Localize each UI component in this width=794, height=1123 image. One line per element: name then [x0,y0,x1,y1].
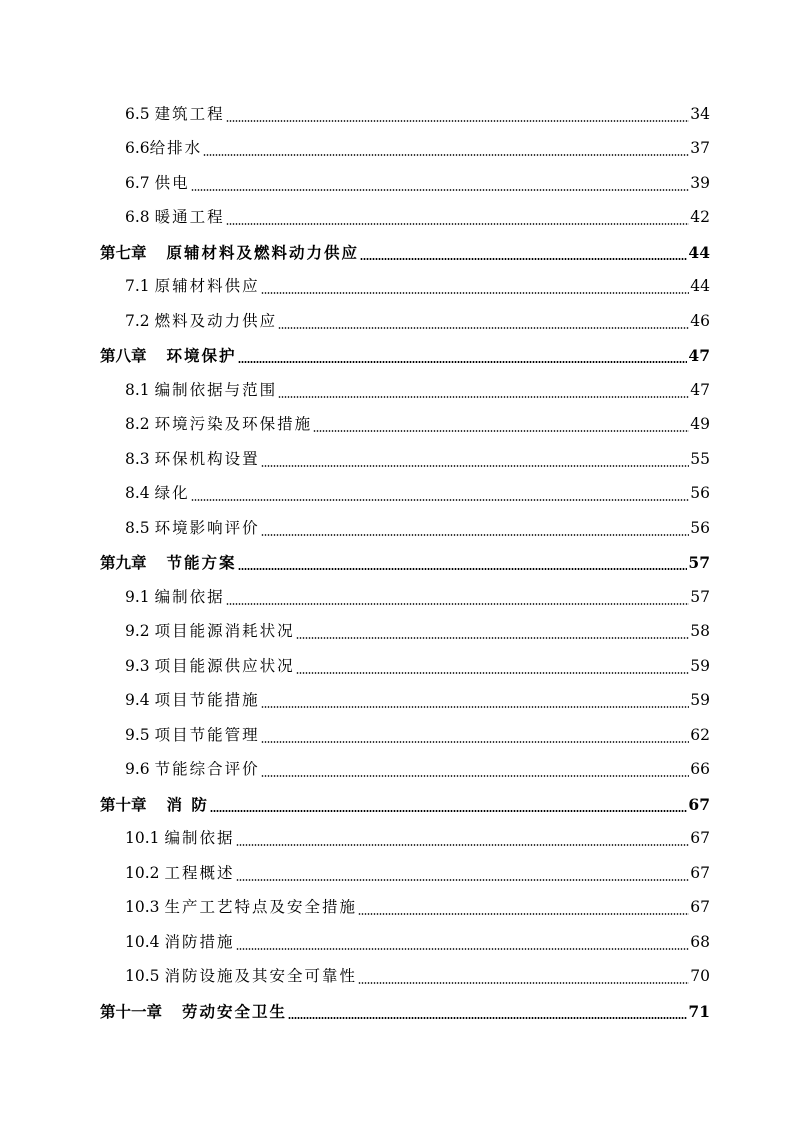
toc-entry-number: 第十章 [100,794,147,814]
toc-dot-leader [261,741,690,743]
toc-chapter-entry[interactable] [0,339,794,374]
toc-chapter-entry[interactable] [0,235,794,270]
toc-page-number: 67 [688,794,710,814]
toc-page-number: 62 [690,725,710,744]
toc-entry-number: 6.6 [125,139,150,157]
toc-dot-leader [226,603,690,605]
toc-page-number: 57 [688,553,710,572]
toc-section-entry[interactable] [0,822,794,857]
toc-entry-title: 环境保护 [166,346,237,365]
toc-entry-number: 9.1 [125,587,150,606]
toc-entry-number: 7.2 [125,311,150,330]
toc-page-number: 67 [690,863,710,882]
toc-section-entry[interactable] [0,132,794,167]
toc-page-number: 67 [690,829,710,847]
toc-entry-number: 9.6 [125,760,150,778]
toc-entry-title: 节能方案 [166,553,237,572]
toc-dot-leader [296,637,690,639]
toc-page-number: 58 [690,622,710,640]
toc-page-number: 42 [690,208,710,226]
toc-section-entry[interactable] [0,201,794,236]
toc-entry-title: 给排水 [149,139,203,157]
toc-page-number: 56 [690,484,710,502]
toc-entry-title: 原辅材料供应 [154,277,260,295]
toc-dot-leader [313,430,689,432]
toc-dot-leader [226,223,690,225]
toc-entry-number: 9.5 [125,725,150,744]
table-of-contents [0,97,794,1029]
toc-entry-title: 项目能源供应状况 [154,656,295,675]
toc-page-number: 44 [690,277,710,295]
toc-entry-title: 供电 [154,173,190,192]
toc-page-number: 44 [688,242,710,262]
toc-page-number: 39 [690,173,710,192]
toc-entry-title: 项目节能措施 [154,691,260,709]
toc-dot-leader [358,982,689,984]
toc-entry-number: 7.1 [125,277,150,295]
toc-section-entry[interactable] [0,925,794,960]
toc-entry-number: 10.2 [125,863,160,882]
toc-dot-leader [261,292,690,294]
toc-entry-number: 6.8 [125,208,150,226]
toc-entry-title: 节能综合评价 [154,760,260,778]
toc-entry-number: 第十一章 [100,1001,163,1021]
toc-entry-title: 编制依据与范围 [154,380,278,399]
toc-section-entry[interactable] [0,718,794,753]
toc-entry-title: 环境污染及环保措施 [154,415,313,433]
toc-dot-leader [191,499,690,501]
toc-entry-title: 环保机构设置 [154,449,260,468]
toc-entry-number: 9.4 [125,691,150,709]
toc-section-entry[interactable] [0,270,794,305]
toc-section-entry[interactable] [0,166,794,201]
toc-page-number: 49 [690,415,710,433]
toc-dot-leader [278,327,689,329]
toc-entry-title: 暖通工程 [154,208,225,226]
toc-dot-leader [238,361,688,363]
toc-section-entry[interactable] [0,649,794,684]
toc-section-entry[interactable] [0,856,794,891]
toc-dot-leader [210,810,688,812]
toc-dot-leader [261,706,690,708]
toc-section-entry[interactable] [0,304,794,339]
toc-dot-leader [288,1017,687,1019]
toc-entry-number: 8.3 [125,449,150,468]
toc-entry-title: 项目能源消耗状况 [154,622,295,640]
toc-section-entry[interactable] [0,373,794,408]
toc-entry-number: 9.3 [125,656,150,675]
toc-page-number: 47 [688,346,710,365]
toc-dot-leader [226,120,690,122]
toc-dot-leader [203,154,689,156]
toc-entry-title: 项目节能管理 [154,725,260,744]
toc-section-entry[interactable] [0,442,794,477]
toc-dot-leader [261,775,690,777]
toc-section-entry[interactable] [0,97,794,132]
toc-entry-title: 编制依据 [154,587,225,606]
toc-entry-title: 消 防 [166,794,209,814]
toc-entry-title: 建筑工程 [154,104,225,123]
toc-entry-number: 8.5 [125,518,150,537]
toc-entry-number: 8.1 [125,380,150,399]
toc-section-entry[interactable] [0,408,794,443]
toc-entry-number: 9.2 [125,622,150,640]
toc-page-number: 59 [690,691,710,709]
toc-entry-number: 6.7 [125,173,150,192]
toc-entry-title: 绿化 [154,484,190,502]
toc-entry-number: 10.4 [125,932,160,951]
toc-chapter-entry[interactable] [0,994,794,1029]
toc-page-number: 66 [690,760,710,778]
toc-entry-title: 工程概述 [164,863,235,882]
toc-section-entry[interactable] [0,891,794,926]
toc-entry-number: 第九章 [100,553,147,572]
toc-entry-number: 6.5 [125,104,150,123]
toc-chapter-entry[interactable] [0,787,794,822]
toc-page-number: 37 [690,139,710,157]
toc-entry-number: 8.2 [125,415,150,433]
toc-entry-number: 10.5 [125,967,160,985]
toc-page-number: 57 [690,587,710,606]
toc-dot-leader [296,672,690,674]
toc-entry-number: 10.3 [125,898,160,916]
toc-entry-number: 10.1 [125,829,160,847]
toc-entry-title: 编制依据 [164,829,235,847]
toc-section-entry[interactable] [0,753,794,788]
toc-dot-leader [236,879,690,881]
toc-entry-title: 消防设施及其安全可靠性 [164,967,358,985]
toc-entry-number: 8.4 [125,484,150,502]
toc-page-number: 55 [690,449,710,468]
toc-dot-leader [236,844,690,846]
toc-dot-leader [360,258,687,260]
toc-section-entry[interactable] [0,615,794,650]
toc-dot-leader [358,913,689,915]
toc-entry-number: 第七章 [100,242,147,262]
toc-entry-title: 消防措施 [164,932,235,951]
toc-page-number: 68 [690,932,710,951]
toc-entry-title: 生产工艺特点及安全措施 [164,898,358,916]
toc-page-number: 47 [690,380,710,399]
toc-page-number: 34 [690,104,710,123]
toc-dot-leader [191,189,690,191]
toc-entry-number: 第八章 [100,346,147,365]
toc-entry-title: 环境影响评价 [154,518,260,537]
toc-dot-leader [278,396,689,398]
toc-page-number: 71 [688,1001,710,1021]
toc-section-entry[interactable] [0,477,794,512]
toc-page-number: 46 [690,311,710,330]
toc-dot-leader [261,534,690,536]
toc-dot-leader [261,465,690,467]
toc-section-entry[interactable] [0,684,794,719]
toc-entry-title: 劳动安全卫生 [182,1001,288,1021]
toc-page-number: 67 [690,898,710,916]
toc-page-number: 56 [690,518,710,537]
toc-dot-leader [236,948,690,950]
toc-section-entry[interactable] [0,960,794,995]
toc-entry-title: 原辅材料及燃料动力供应 [166,242,360,262]
toc-dot-leader [238,568,688,570]
toc-section-entry[interactable] [0,511,794,546]
toc-entry-title: 燃料及动力供应 [154,311,278,330]
toc-chapter-entry[interactable] [0,546,794,581]
toc-page-number: 70 [690,967,710,985]
toc-section-entry[interactable] [0,580,794,615]
toc-page-number: 59 [690,656,710,675]
